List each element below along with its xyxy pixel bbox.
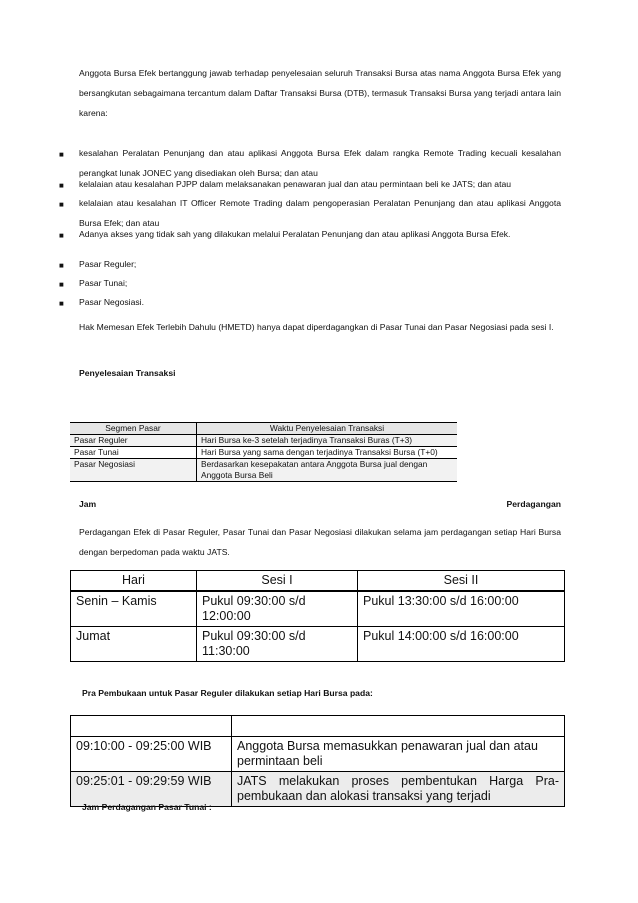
heading-jam: Jam [79,499,97,509]
table-cell: Anggota Bursa memasukkan penawaran jual dan atau permintaan beli [232,737,565,772]
table-cell: Pasar Tunai [70,447,197,459]
bullet-item: Pasar Reguler; [79,259,137,269]
square-bullet-icon: ■ [59,299,64,308]
hmetd-paragraph: Hak Memesan Efek Terlebih Dahulu (HMETD) hanya dapat diperdagangkan di Pasar Tunai dan Pasar Negosiasi pada sesi I. [79,322,554,332]
table-cell: 09:25:01 - 09:29:59 WIB [71,772,232,807]
square-bullet-icon: ■ [59,200,64,209]
trading-sessions-table [70,570,565,662]
table-cell: Pukul 14:00:00 s/d 16:00:00 [358,627,565,662]
table-cell: Pukul 09:30:00 s/d 12:00:00 [197,591,358,627]
square-bullet-icon: ■ [59,231,64,240]
heading-pra-pembukaan: Pra Pembukaan untuk Pasar Reguler dilakukan setiap Hari Bursa pada: [82,688,373,698]
table-header: Hari [71,571,197,592]
table-cell: Hari Bursa yang sama dengan terjadinya Transaksi Bursa (T+0) [197,447,458,459]
table-cell: Pukul 09:30:00 s/d 11:30:00 [197,627,358,662]
bullet-item: Pasar Tunai; [79,278,128,288]
bullet-item: kelalaian atau kesalahan IT Officer Remote Trading dalam pengoperasian Peralatan Penunjang dan atau aplikasi Anggota Bursa Efek; dan atau [79,198,561,228]
square-bullet-icon: ■ [59,280,64,289]
trading-paragraph: Perdagangan Efek di Pasar Reguler, Pasar Tunai dan Pasar Negosiasi dilakukan selama jam perdagangan setiap Hari Bursa dengan berpedoman pada waktu JATS. [79,527,561,557]
table-cell: Pukul 13:30:00 s/d 16:00:00 [358,591,565,627]
table-cell: Pasar Negosiasi [70,459,197,482]
square-bullet-icon: ■ [59,181,64,190]
table-header: Segmen Pasar [70,423,197,435]
table-cell: JATS melakukan proses pembentukan Harga Pra-pembukaan dan alokasi transaksi yang terjadi [232,772,565,807]
table-cell: 09:10:00 - 09:25:00 WIB [71,737,232,772]
bullet-item: Pasar Negosiasi. [79,297,144,307]
heading-perdagangan: Perdagangan [506,499,561,509]
table-header: Waktu Penyelesaian Transaksi [197,423,458,435]
heading-jam-perdagangan-tunai: Jam Perdagangan Pasar Tunai : [82,802,212,812]
table-header: Sesi II [358,571,565,592]
table-cell: Pasar Reguler [70,435,197,447]
table-cell: Hari Bursa ke-3 setelah terjadinya Transaksi Buras (T+3) [197,435,458,447]
bullet-item: kelalaian atau kesalahan PJPP dalam melaksanakan penawaran jual dan atau permintaan beli ke JATS; dan atau [79,179,512,189]
table-cell: Jumat [71,627,197,662]
bullet-item: Adanya akses yang tidak sah yang dilakukan melalui Peralatan Penunjang dan atau aplikasi Anggota Bursa Efek. [79,229,511,239]
table-cell: Senin – Kamis [71,591,197,627]
heading-penyelesaian-transaksi: Penyelesaian Transaksi [79,368,176,378]
table-cell: Berdasarkan kesepakatan antara Anggota Bursa jual dengan Anggota Bursa Beli [197,459,458,482]
table-header: Sesi I [197,571,358,592]
pre-opening-table [70,715,565,807]
settlement-table [70,422,457,482]
table-cell [232,716,565,737]
square-bullet-icon: ■ [59,150,64,159]
bullet-item: kesalahan Peralatan Penunjang dan atau aplikasi Anggota Bursa Efek dalam rangka Remote Trading kecuali kesalahan perangkat lunak JONEC yang disediakan oleh Bursa; dan atau [79,148,561,178]
table-cell [71,716,232,737]
square-bullet-icon: ■ [59,261,64,270]
intro-paragraph: Anggota Bursa Efek bertanggung jawab terhadap penyelesaian seluruh Transaksi Bursa atas nama Anggota Bursa Efek yang bersangkutan sebagaimana tercantum dalam Daftar Transaksi Bursa (DTB), termasuk Transaksi Bursa yang terjadi antara lain karena: [79,68,561,118]
